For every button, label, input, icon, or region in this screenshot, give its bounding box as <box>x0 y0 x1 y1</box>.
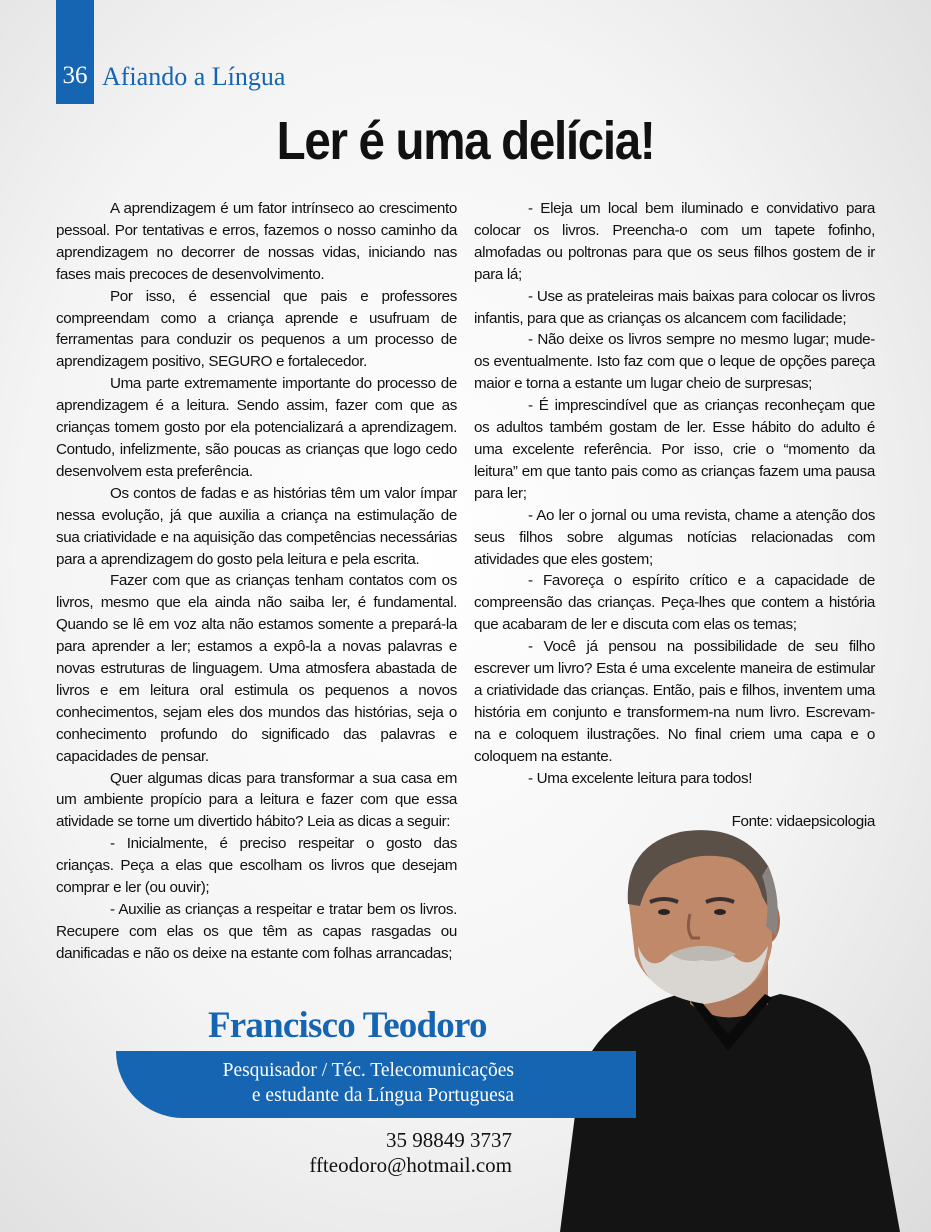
tip-item: - Auxilie as crianças a respeitar e tratar bem os livros. Recupere com elas os que têm as capas rasgadas ou danificadas e não os deixe na estante com folhas arrancadas; <box>56 901 457 962</box>
author-role-line: e estudante da Língua Portuguesa <box>251 1085 514 1106</box>
author-photo <box>540 826 920 1232</box>
author-contact <box>200 1128 512 1178</box>
tip-item: - Você já pensou na possibilidade de seu filho escrever um livro? Esta é uma excelente maneira de estimular a criatividade das crianças. Então, pais e filhos, inventem uma história em conjunto e transformem-na num livro. Escrevam-na e coloquem ilustrações. No final criem uma capa e o coloquem na estante. <box>474 638 875 765</box>
tip-item: - Ao ler o jornal ou uma revista, chame a atenção dos seus filhos sobre algumas notícias relacionadas com atividades que eles gostem; <box>474 506 875 568</box>
paragraph: A aprendizagem é um fator intrínseco ao crescimento pessoal. Por tentativas e erros, fazemos o nosso caminho da aprendizagem no decorrer de nossas vidas, iniciando nas fases mais precoces de desenvolvimento. <box>56 200 457 283</box>
author-role <box>116 1058 514 1108</box>
article-left-column <box>56 198 457 965</box>
article-right-column <box>474 198 875 833</box>
author-phone: 35 98849 3737 <box>386 1128 512 1152</box>
paragraph: Uma parte extremamente importante do processo de aprendizagem é a leitura. Sendo assim, fazer com que as crianças tomem gosto por ela potencializará a aprendizagem. Contudo, infelizmente, são poucas as crianças que logo cedo desenvolvem esta preferência. <box>56 375 457 480</box>
tip-item: - Inicialmente, é preciso respeitar o gosto das crianças. Peça a elas que escolham os livros que desejam comprar e ler (ou ouvir); <box>56 835 457 897</box>
tip-item: - Favoreça o espírito crítico e a capacidade de compreensão das crianças. Peça-lhes que contem a história que acabaram de ler e discuta com elas os temas; <box>474 572 875 634</box>
tip-item: - Use as prateleiras mais baixas para colocar os livros infantis, para que as crianças os alcancem com facilidade; <box>474 287 875 327</box>
tip-item: - Não deixe os livros sempre no mesmo lugar; mude-os eventualmente. Isto faz com que o leque de opções pareça maior e torna a estante um lugar cheio de surpresas; <box>474 331 875 393</box>
paragraph: Quer algumas dicas para transformar a sua casa em um ambiente propício para a leitura e fazer com que essa atividade se torne um divertido hábito? Leia as dicas a seguir: <box>56 769 457 831</box>
tip-item: - É imprescindível que as crianças reconheçam que os adultos também gostam de ler. Esse hábito do adulto é uma excelente referência. Por isso, crie o “momento da leitura” em que tanto pais como as crianças fazem uma pausa para ler; <box>474 397 875 502</box>
paragraph: Por isso, é essencial que pais e professores compreendam como a criança aprende e usufruam de ferramentas para conduzir os pequenos a um processo de aprendizagem positivo, SEGURO e fortalecedor. <box>56 287 457 371</box>
author-role-line: Pesquisador / Téc. Telecomunicações <box>222 1060 514 1081</box>
tip-item: - Eleja um local bem iluminado e convidativo para colocar os livros. Preencha-o com um tapete fofinho, almofadas ou poltronas para que os seus filhos gostem de ir para lá; <box>474 200 875 283</box>
section-title: Afiando a Língua <box>102 62 286 91</box>
author-email: ffteodoro@hotmail.com <box>309 1153 512 1177</box>
paragraph: Fazer com que as crianças tenham contatos com os livros, mesmo que ela ainda não saiba ler, é fundamental. Quando se lê em voz alta não estamos somente a prepará-la para aprender a ler; estamos a expô-la a novas palavras e novas estruturas de linguagem. Uma atmosfera abastada de livros e em leitura oral estimula os pequenos a novos conhecimentos, sejam eles dos mundos das histórias, seja o conhecimento profundo do significado das palavras e capacidades de pensar. <box>56 572 457 765</box>
author-name: Francisco Teodoro <box>208 1005 487 1046</box>
page-number: 36 <box>62 62 88 89</box>
article-source: Fonte: vidaepsicologia <box>731 813 875 831</box>
tip-item: - Uma excelente leitura para todos! <box>528 769 753 787</box>
article-title: Ler é uma delícia! <box>276 111 655 171</box>
paragraph: Os contos de fadas e as histórias têm um valor ímpar nessa evolução, já que auxilia a criança na estimulação de sua criatividade e na aquisição das competências necessárias para a aprendizagem do gosto pela leitura e pela escrita. <box>56 484 457 568</box>
